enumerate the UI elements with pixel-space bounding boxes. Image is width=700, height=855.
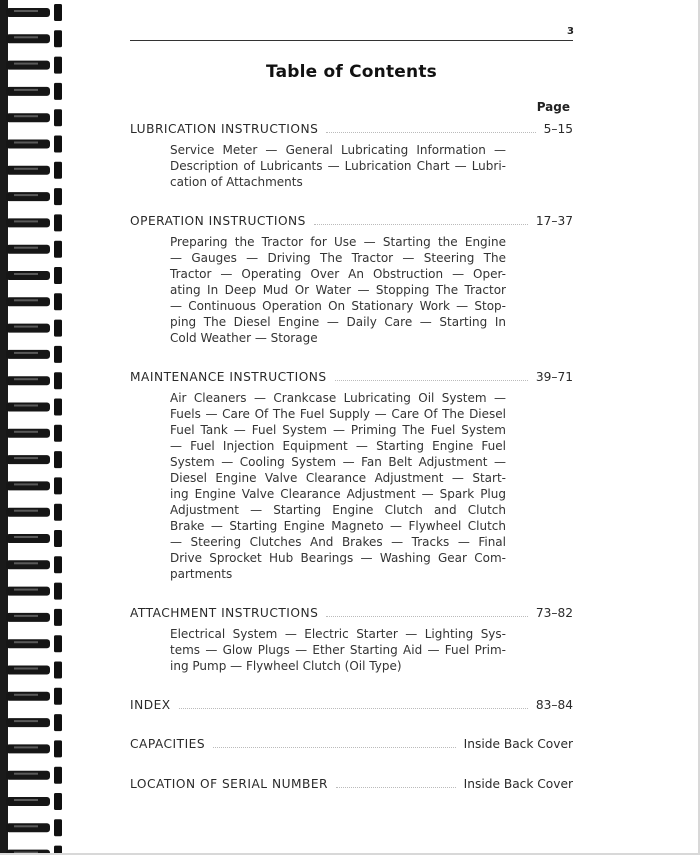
dot-leader (213, 747, 456, 748)
binding-hole (54, 241, 62, 258)
binding-hole (54, 109, 62, 126)
binding-hole (54, 688, 62, 705)
toc-page-range: 5–15 (543, 122, 573, 136)
binding-hole (54, 583, 62, 600)
dot-leader (179, 708, 528, 709)
binding-ring (6, 8, 50, 17)
desc-line: partments (170, 567, 233, 581)
binding-hole (54, 399, 62, 416)
binding-ring-highlight (14, 852, 38, 854)
binding-ring (6, 324, 50, 333)
binding-ring (6, 744, 50, 753)
binding-hole (54, 425, 62, 442)
binding-ring (6, 771, 50, 780)
binding-ring-highlight (14, 194, 38, 196)
binding-hole (54, 714, 62, 731)
dot-leader (335, 380, 528, 381)
binding-ring-highlight (14, 142, 38, 144)
dot-leader (314, 224, 528, 225)
dot-leader (336, 787, 456, 788)
binding-ring (6, 692, 50, 701)
binding-hole (54, 30, 62, 47)
binding-ring (6, 508, 50, 517)
toc-heading: LOCATION OF SERIAL NUMBER (130, 777, 329, 791)
desc-line: ing Engine Valve Clearance Adjustment — Spark Plug (170, 487, 506, 501)
desc-line: Service Meter — General Lubricating Information — (170, 143, 506, 157)
binding-ring-highlight (14, 247, 38, 249)
desc-line: — Steering Clutches And Brakes — Tracks — Final (170, 535, 506, 549)
binding-ring (6, 297, 50, 306)
toc-page-range: 83–84 (535, 698, 573, 712)
toc-entry-serial-number[interactable] (130, 774, 573, 792)
toc-heading: ATTACHMENT INSTRUCTIONS (130, 606, 319, 620)
binding-ring (6, 34, 50, 43)
toc-entry-lubrication[interactable] (130, 119, 573, 137)
binding-ring (6, 218, 50, 227)
desc-line: Cold Weather — Storage (170, 331, 318, 345)
binding-hole (54, 635, 62, 652)
binding-ring-highlight (14, 694, 38, 696)
toc-description-operation (170, 234, 506, 346)
desc-line: ping The Diesel Engine — Daily Care — Starting In (170, 315, 506, 329)
binding-hole (54, 662, 62, 679)
page-column-header: Page (536, 100, 570, 114)
desc-line: — Gauges — Driving The Tractor — Steering The (170, 251, 506, 265)
binding-ring (6, 797, 50, 806)
binding-ring-highlight (14, 536, 38, 538)
toc-heading: MAINTENANCE INSTRUCTIONS (130, 370, 327, 384)
binding-ring-highlight (14, 36, 38, 38)
desc-line: Air Cleaners — Crankcase Lubricating Oil System — (170, 391, 506, 405)
binding-hole (54, 4, 62, 21)
binding-hole (54, 83, 62, 100)
toc-page-range: Inside Back Cover (463, 737, 573, 751)
desc-line: tems — Glow Plugs — Ether Starting Aid — Fuel Prim- (170, 643, 506, 657)
toc-description-maintenance (170, 390, 506, 582)
binding-hole (54, 846, 62, 855)
toc-description-lubrication (170, 142, 506, 190)
toc-entry-operation[interactable] (130, 211, 573, 229)
binding-ring-highlight (14, 720, 38, 722)
toc-page-range: 73–82 (535, 606, 573, 620)
desc-line: Fuel Tank — Fuel System — Priming The Fuel System (170, 423, 506, 437)
binding-ring (6, 350, 50, 359)
binding-hole (54, 320, 62, 337)
binding-ring (6, 481, 50, 490)
page-title: Table of Contents (266, 62, 437, 82)
binding-ring-highlight (14, 746, 38, 748)
binding-ring-highlight (14, 326, 38, 328)
binding-ring (6, 376, 50, 385)
binding-hole (54, 556, 62, 573)
desc-line: Drive Sprocket Hub Bearings — Washing Gear Com- (170, 551, 506, 565)
binding-ring-highlight (14, 10, 38, 12)
binding-hole (54, 477, 62, 494)
binding-ring-highlight (14, 89, 38, 91)
toc-page-range: Inside Back Cover (463, 777, 573, 791)
desc-line: ing Pump — Flywheel Clutch (Oil Type) (170, 659, 402, 673)
binding-hole (54, 293, 62, 310)
binding-hole (54, 793, 62, 810)
binding-ring-highlight (14, 378, 38, 380)
binding-hole (54, 504, 62, 521)
header-rule (130, 40, 573, 41)
desc-line: Diesel Engine Valve Clearance Adjustment — Start- (170, 471, 506, 485)
binding-ring-highlight (14, 352, 38, 354)
binding-ring-highlight (14, 457, 38, 459)
binding-ring-highlight (14, 220, 38, 222)
binding-ring (6, 560, 50, 569)
binding-ring (6, 429, 50, 438)
binding-ring (6, 140, 50, 149)
binding-hole (54, 372, 62, 389)
binding-ring (6, 271, 50, 280)
binding-ring-highlight (14, 562, 38, 564)
desc-line: System — Cooling System — Fan Belt Adjustment — (170, 455, 506, 469)
binding-ring (6, 166, 50, 175)
binding-ring-highlight (14, 825, 38, 827)
desc-line: Description of Lubricants — Lubrication Chart — Lubri- (170, 159, 506, 173)
binding-ring (6, 613, 50, 622)
page-number: 3 (567, 26, 574, 37)
binding-ring (6, 823, 50, 832)
toc-heading: LUBRICATION INSTRUCTIONS (130, 122, 319, 136)
binding-ring-highlight (14, 115, 38, 117)
binding-ring-highlight (14, 641, 38, 643)
binding-ring (6, 587, 50, 596)
desc-line: Tractor — Operating Over An Obstruction — Oper- (170, 267, 506, 281)
toc-page-range: 17–37 (535, 214, 573, 228)
toc-heading: INDEX (130, 698, 171, 712)
binding-hole (54, 451, 62, 468)
spiral-binding (0, 0, 78, 855)
binding-ring (6, 113, 50, 122)
desc-line: — Fuel Injection Equipment — Starting Engine Fuel (170, 439, 506, 453)
binding-ring-highlight (14, 773, 38, 775)
binding-ring (6, 718, 50, 727)
binding-hole (54, 57, 62, 74)
binding-ring (6, 403, 50, 412)
dot-leader (326, 616, 528, 617)
binding-ring (6, 61, 50, 70)
toc-description-attachment (170, 626, 506, 674)
binding-ring (6, 245, 50, 254)
binding-ring-highlight (14, 510, 38, 512)
binding-ring-highlight (14, 799, 38, 801)
binding-ring (6, 666, 50, 675)
toc-entry-maintenance[interactable] (130, 367, 573, 385)
binding-ring-highlight (14, 405, 38, 407)
desc-line: Fuels — Care Of The Fuel Supply — Care Of The Diesel (170, 407, 506, 421)
binding-ring (6, 192, 50, 201)
binding-hole (54, 819, 62, 836)
toc-entry-index[interactable] (130, 695, 573, 713)
binding-ring (6, 534, 50, 543)
toc-entry-capacities[interactable] (130, 734, 573, 752)
binding-hole (54, 346, 62, 363)
binding-hole (54, 136, 62, 153)
binding-ring-highlight (14, 483, 38, 485)
binding-ring (6, 639, 50, 648)
binding-hole (54, 767, 62, 784)
binding-ring-highlight (14, 589, 38, 591)
binding-ring-highlight (14, 615, 38, 617)
binding-ring-highlight (14, 63, 38, 65)
binding-hole (54, 214, 62, 231)
binding-hole (54, 740, 62, 757)
desc-line: — Continuous Operation On Stationary Work — Stop- (170, 299, 506, 313)
desc-line: cation of Attachments (170, 175, 303, 189)
binding-hole (54, 530, 62, 547)
toc-heading: CAPACITIES (130, 737, 206, 751)
toc-heading: OPERATION INSTRUCTIONS (130, 214, 306, 228)
binding-ring-highlight (14, 168, 38, 170)
toc-page-range: 39–71 (535, 370, 573, 384)
dot-leader (326, 132, 535, 133)
toc-entry-attachment[interactable] (130, 603, 573, 621)
desc-line: Adjustment — Starting Engine Clutch and Clutch (170, 503, 506, 517)
binding-ring-highlight (14, 299, 38, 301)
binding-ring-highlight (14, 273, 38, 275)
binding-hole (54, 609, 62, 626)
desc-line: Brake — Starting Engine Magneto — Flywheel Clutch (170, 519, 506, 533)
binding-ring-highlight (14, 431, 38, 433)
desc-line: ating In Deep Mud Or Water — Stopping The Tractor (170, 283, 506, 297)
binding-ring-highlight (14, 668, 38, 670)
desc-line: Preparing the Tractor for Use — Starting the Engine (170, 235, 506, 249)
desc-line: Electrical System — Electric Starter — Lighting Sys- (170, 627, 506, 641)
binding-ring (6, 87, 50, 96)
binding-hole (54, 267, 62, 284)
binding-ring (6, 455, 50, 464)
binding-hole (54, 188, 62, 205)
binding-hole (54, 162, 62, 179)
